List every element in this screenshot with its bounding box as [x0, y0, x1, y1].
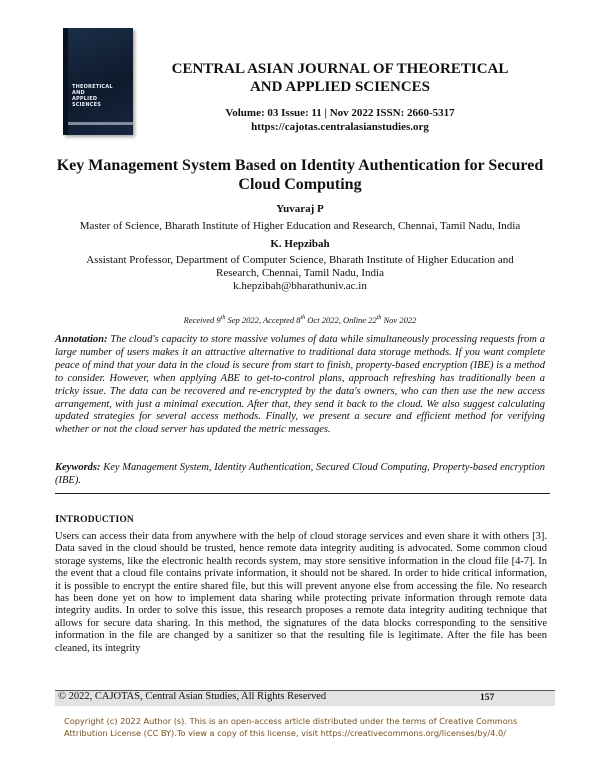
- cover-text-line: SCIENCES: [72, 102, 102, 108]
- cover-spine: [63, 28, 68, 135]
- received-label: Received 9: [183, 315, 221, 325]
- introduction-body: Users can access their data from anywhere with the help of cloud storage services and even share it with others [3]. Data saved in the cloud should be trusted, hence remote data integrity auditing is advocated. Some common cloud storage systems, like the electronic health records system, may store sensitive information in the cloud file [4-7]. In the event that a cloud file contains private information, it should not be shared. In order to hide critical information, it is possible to encrypt the entire shared file, but this will prevent anyone else from accessing the file. No research has been done yet on how to implement data sharing while protecting private information through remote data integrity audits. In order to solve this issue, this research proposes a remote data integrity auditing technique that allows for secure data sharing. In this method, the signatures of the data blocks corresponding to the sensitive information in the file are changed by a sanitizer so that the resulting file is legitimate. After the file has been cleaned, its integrity: [55, 531, 547, 654]
- author-name: K. Hepzibah: [270, 238, 330, 250]
- abstract-text: The cloud's capacity to store massive volumes of data while simultaneously processing requests from a large number of users makes it an attractive alternative to traditional data storage methods. If you want complete peace of mind that your data in the cloud is secure from start to finish, property-based encryption (IBE) is a method to consider. However, when applying ABE to get-to-control plans, approach refreshing has traditionally been a tricky issue. The data can be recovered and re-encrypted by the data's owners, who can then use the new access arrangement, with just a minimal execution. After that, they send it back to the cloud. We also suggest calculating updated strategies for several access methods. Finally, we present a secure and efficient method for verifying whether or not the cloud server has updated the metric messages.: [55, 334, 545, 436]
- author-email-link[interactable]: k.hepzibah@bharathuniv.ac.in: [233, 280, 367, 292]
- heading-rest: NTRODUCTION: [59, 515, 134, 525]
- author-affiliation: Research, Chennai, Tamil Nadu, India: [216, 267, 384, 279]
- cover-text-line: THEORETICAL: [72, 84, 113, 90]
- journal-cover-image: [63, 28, 133, 135]
- online-date: Nov 2022: [381, 315, 417, 325]
- cover-band: [68, 122, 133, 125]
- license-link[interactable]: Attribution License (CC BY).To view a copy of this license, visit https://creativecommons.org/licenses/by/4.0/: [64, 728, 506, 738]
- keywords-text: Key Management System, Identity Authentication, Secured Cloud Computing, Property-based encryption (IBE).: [55, 462, 545, 486]
- paper-title: [55, 156, 545, 194]
- section-divider: [55, 493, 550, 494]
- cover-text-line: AND: [72, 90, 85, 96]
- date-suffix: th: [376, 315, 382, 322]
- journal-title-line: AND APPLIED SCIENCES: [249, 79, 431, 95]
- abstract: [55, 334, 545, 437]
- license-notice: [64, 715, 544, 739]
- paper-title-line: Key Management System Based on Identity Authentication for Secured: [56, 157, 544, 174]
- cover-text: [72, 84, 130, 108]
- online-label: Oct 2022, Online 22: [305, 315, 377, 325]
- author-name: Yuvaraj P: [276, 203, 324, 215]
- keywords: [55, 462, 545, 488]
- journal-title-line: CENTRAL ASIAN JOURNAL OF THEORETICAL: [171, 61, 509, 77]
- page-number: 157: [480, 693, 495, 703]
- heading-initial: I: [55, 513, 60, 525]
- accepted-label: Sep 2022, Accepted 8: [225, 315, 301, 325]
- keywords-label: Keywords:: [55, 462, 101, 473]
- author-affiliation: Master of Science, Bharath Institute of Higher Education and Research, Chennai, Tamil Nadu, India: [79, 220, 521, 232]
- abstract-label: Annotation:: [55, 334, 108, 345]
- cover-text-line: APPLIED: [72, 96, 98, 102]
- author-affiliation: Assistant Professor, Department of Computer Science, Bharath Institute of Higher Education and: [86, 254, 514, 266]
- license-line: Copyright (c) 2022 Author (s). This is an open-access article distributed under the terms of Creative Commons: [64, 716, 518, 726]
- introduction-heading: [55, 513, 134, 525]
- footer-copyright: © 2022, CAJOTAS, Central Asian Studies, All Rights Reserved: [58, 691, 327, 702]
- journal-url-link[interactable]: https://cajotas.centralasianstudies.org: [251, 121, 429, 133]
- publication-dates: [60, 315, 540, 325]
- journal-title: [150, 60, 530, 96]
- journal-volume-issue: Volume: 03 Issue: 11 | Nov 2022 ISSN: 2660-5317: [225, 107, 455, 119]
- date-suffix: th: [300, 315, 306, 322]
- date-suffix: th: [220, 315, 226, 322]
- paper-title-line: Cloud Computing: [238, 176, 362, 193]
